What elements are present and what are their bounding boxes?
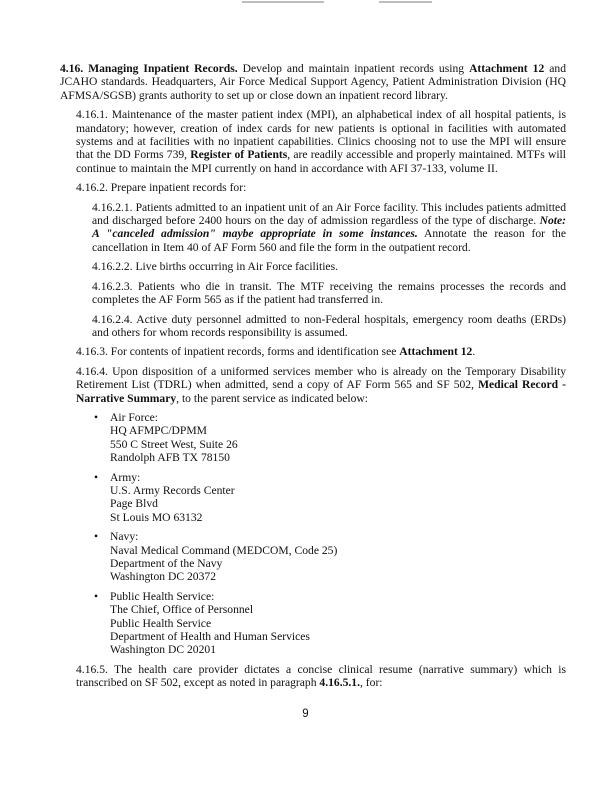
- address-line: Randolph AFB TX 78150: [110, 451, 230, 465]
- page-number: 9: [302, 708, 309, 720]
- address-line: Army:: [110, 470, 141, 484]
- address-line: Naval Medical Command (MEDCOM, Code 25): [110, 543, 338, 557]
- address-line: Navy:: [110, 530, 139, 544]
- form-title: Register of Patients: [190, 148, 288, 162]
- document-page: [60, 62, 566, 696]
- address-army: [94, 471, 566, 525]
- paragraph-text: Annotate the reason for the cancellation in Item 40 of AF Form 560 and file the form in the outpatient record.: [92, 227, 566, 254]
- address-air-force: [94, 411, 566, 465]
- address-line: Public Health Service: [110, 616, 212, 630]
- paragraph-4-16-4: [76, 365, 566, 405]
- paragraph-text: , are readily accessible and properly maintained. MTFs will continue to maintain the MPI currently on hand in accordance with AFI 37-133, volume II.: [76, 148, 567, 175]
- section-number: 4.16.: [60, 62, 84, 75]
- paragraph-ref: 4.16.5.1.: [319, 676, 360, 690]
- paragraph-4-16-2-2: 4.16.2.2. Live births occurring in Air Force facilities.: [92, 260, 338, 274]
- address-line: Public Health Service:: [110, 589, 215, 603]
- address-line: HQ AFMPC/DPMM: [110, 424, 207, 438]
- address-line: Washington DC 20201: [110, 643, 216, 657]
- address-line: 550 C Street West, Suite 26: [110, 437, 238, 451]
- address-line: Department of the Navy: [110, 557, 223, 570]
- paragraph-4-16-1: [76, 108, 566, 175]
- paragraph-4-16-2-4: 4.16.2.4. Active duty personnel admitted to non-Federal hospitals, emergency room deaths (ERDs) and others for whom records responsibility is assumed.: [92, 312, 566, 339]
- address-line: Air Force:: [110, 410, 158, 424]
- note-text: Note: A "canceled admission" maybe appropriate in some instances.: [92, 214, 566, 241]
- section-title: Managing Inpatient Records.: [88, 62, 238, 75]
- paragraph-4-16-2-3: 4.16.2.3. Patients who die in transit. The MTF receiving the remains processes the records and completes the AF Form 565 as if the patient had transferred in.: [92, 279, 566, 307]
- bullet-icon: •: [94, 410, 99, 424]
- attachment-ref: Attachment 12: [399, 345, 473, 359]
- paragraph-text: , for:: [359, 676, 383, 690]
- address-line: The Chief, Office of Personnel: [110, 603, 254, 617]
- address-line: Department of Health and Human Services: [110, 630, 310, 644]
- address-line: U.S. Army Records Center: [110, 483, 235, 497]
- section-4-16: [60, 62, 566, 102]
- bullet-icon: •: [94, 589, 99, 603]
- section-text: and JCAHO standards. Headquarters, Air Force Medical Support Agency, Patient Administration Division (HQ AFMSA/SGSB) grants authority to set up or close down an inpatient record library.: [60, 62, 567, 102]
- address-navy: [94, 530, 566, 584]
- paragraph-4-16-3: [76, 345, 566, 358]
- form-title: Medical Record - Narrative Summary: [76, 378, 566, 405]
- header-rule-right: [379, 1, 432, 3]
- bullet-icon: •: [94, 470, 99, 484]
- paragraph-text: 4.16.3. For contents of inpatient records, forms and identification see: [76, 345, 400, 359]
- paragraph-4-16-2-1: [92, 201, 566, 255]
- header-rule-left: [242, 1, 324, 3]
- paragraph-text: .: [472, 345, 476, 359]
- paragraph-text: , to the parent service as indicated below:: [176, 391, 369, 405]
- paragraph-text: 4.16.5. The health care provider dictates a concise clinical resume (narrative summary) which is transcribed on SF 502, except as noted in paragraph: [76, 662, 566, 690]
- section-text: Develop and maintain inpatient records using: [237, 62, 470, 75]
- paragraph-text: 4.16.2.1. Patients admitted to an inpatient unit of an Air Force facility. This includes patients admitted and discharged before 2400 hours on the day of admission regardless of the type of discharge.: [92, 200, 566, 228]
- address-line: Page Blvd: [110, 497, 158, 511]
- paragraph-4-16-2: 4.16.2. Prepare inpatient records for:: [76, 181, 247, 195]
- bullet-icon: •: [94, 530, 99, 544]
- attachment-ref: Attachment 12: [469, 62, 545, 75]
- paragraph-4-16-5: [76, 663, 566, 690]
- paragraph-text: 4.16.4. Upon disposition of a uniformed services member who is already on the Temporary Disability Retirement List (TDRL) when admitted, send a copy of AF Form 565 and SF 502,: [76, 364, 566, 392]
- address-list: [94, 411, 566, 657]
- address-line: St Louis MO 63132: [110, 510, 203, 524]
- address-line: Washington DC 20372: [110, 570, 216, 584]
- paragraph-text: 4.16.1. Maintenance of the master patient index (MPI), an alphabetical index of all hospital patients, is mandatory; however, creation of index cards for new patients is optional in facilities with automated systems and at facilities with no inpatient capabilities. Clinics choosing not to use the MPI will ensure that the DD Forms 739,: [76, 108, 566, 162]
- address-public-health-service: [94, 590, 566, 657]
